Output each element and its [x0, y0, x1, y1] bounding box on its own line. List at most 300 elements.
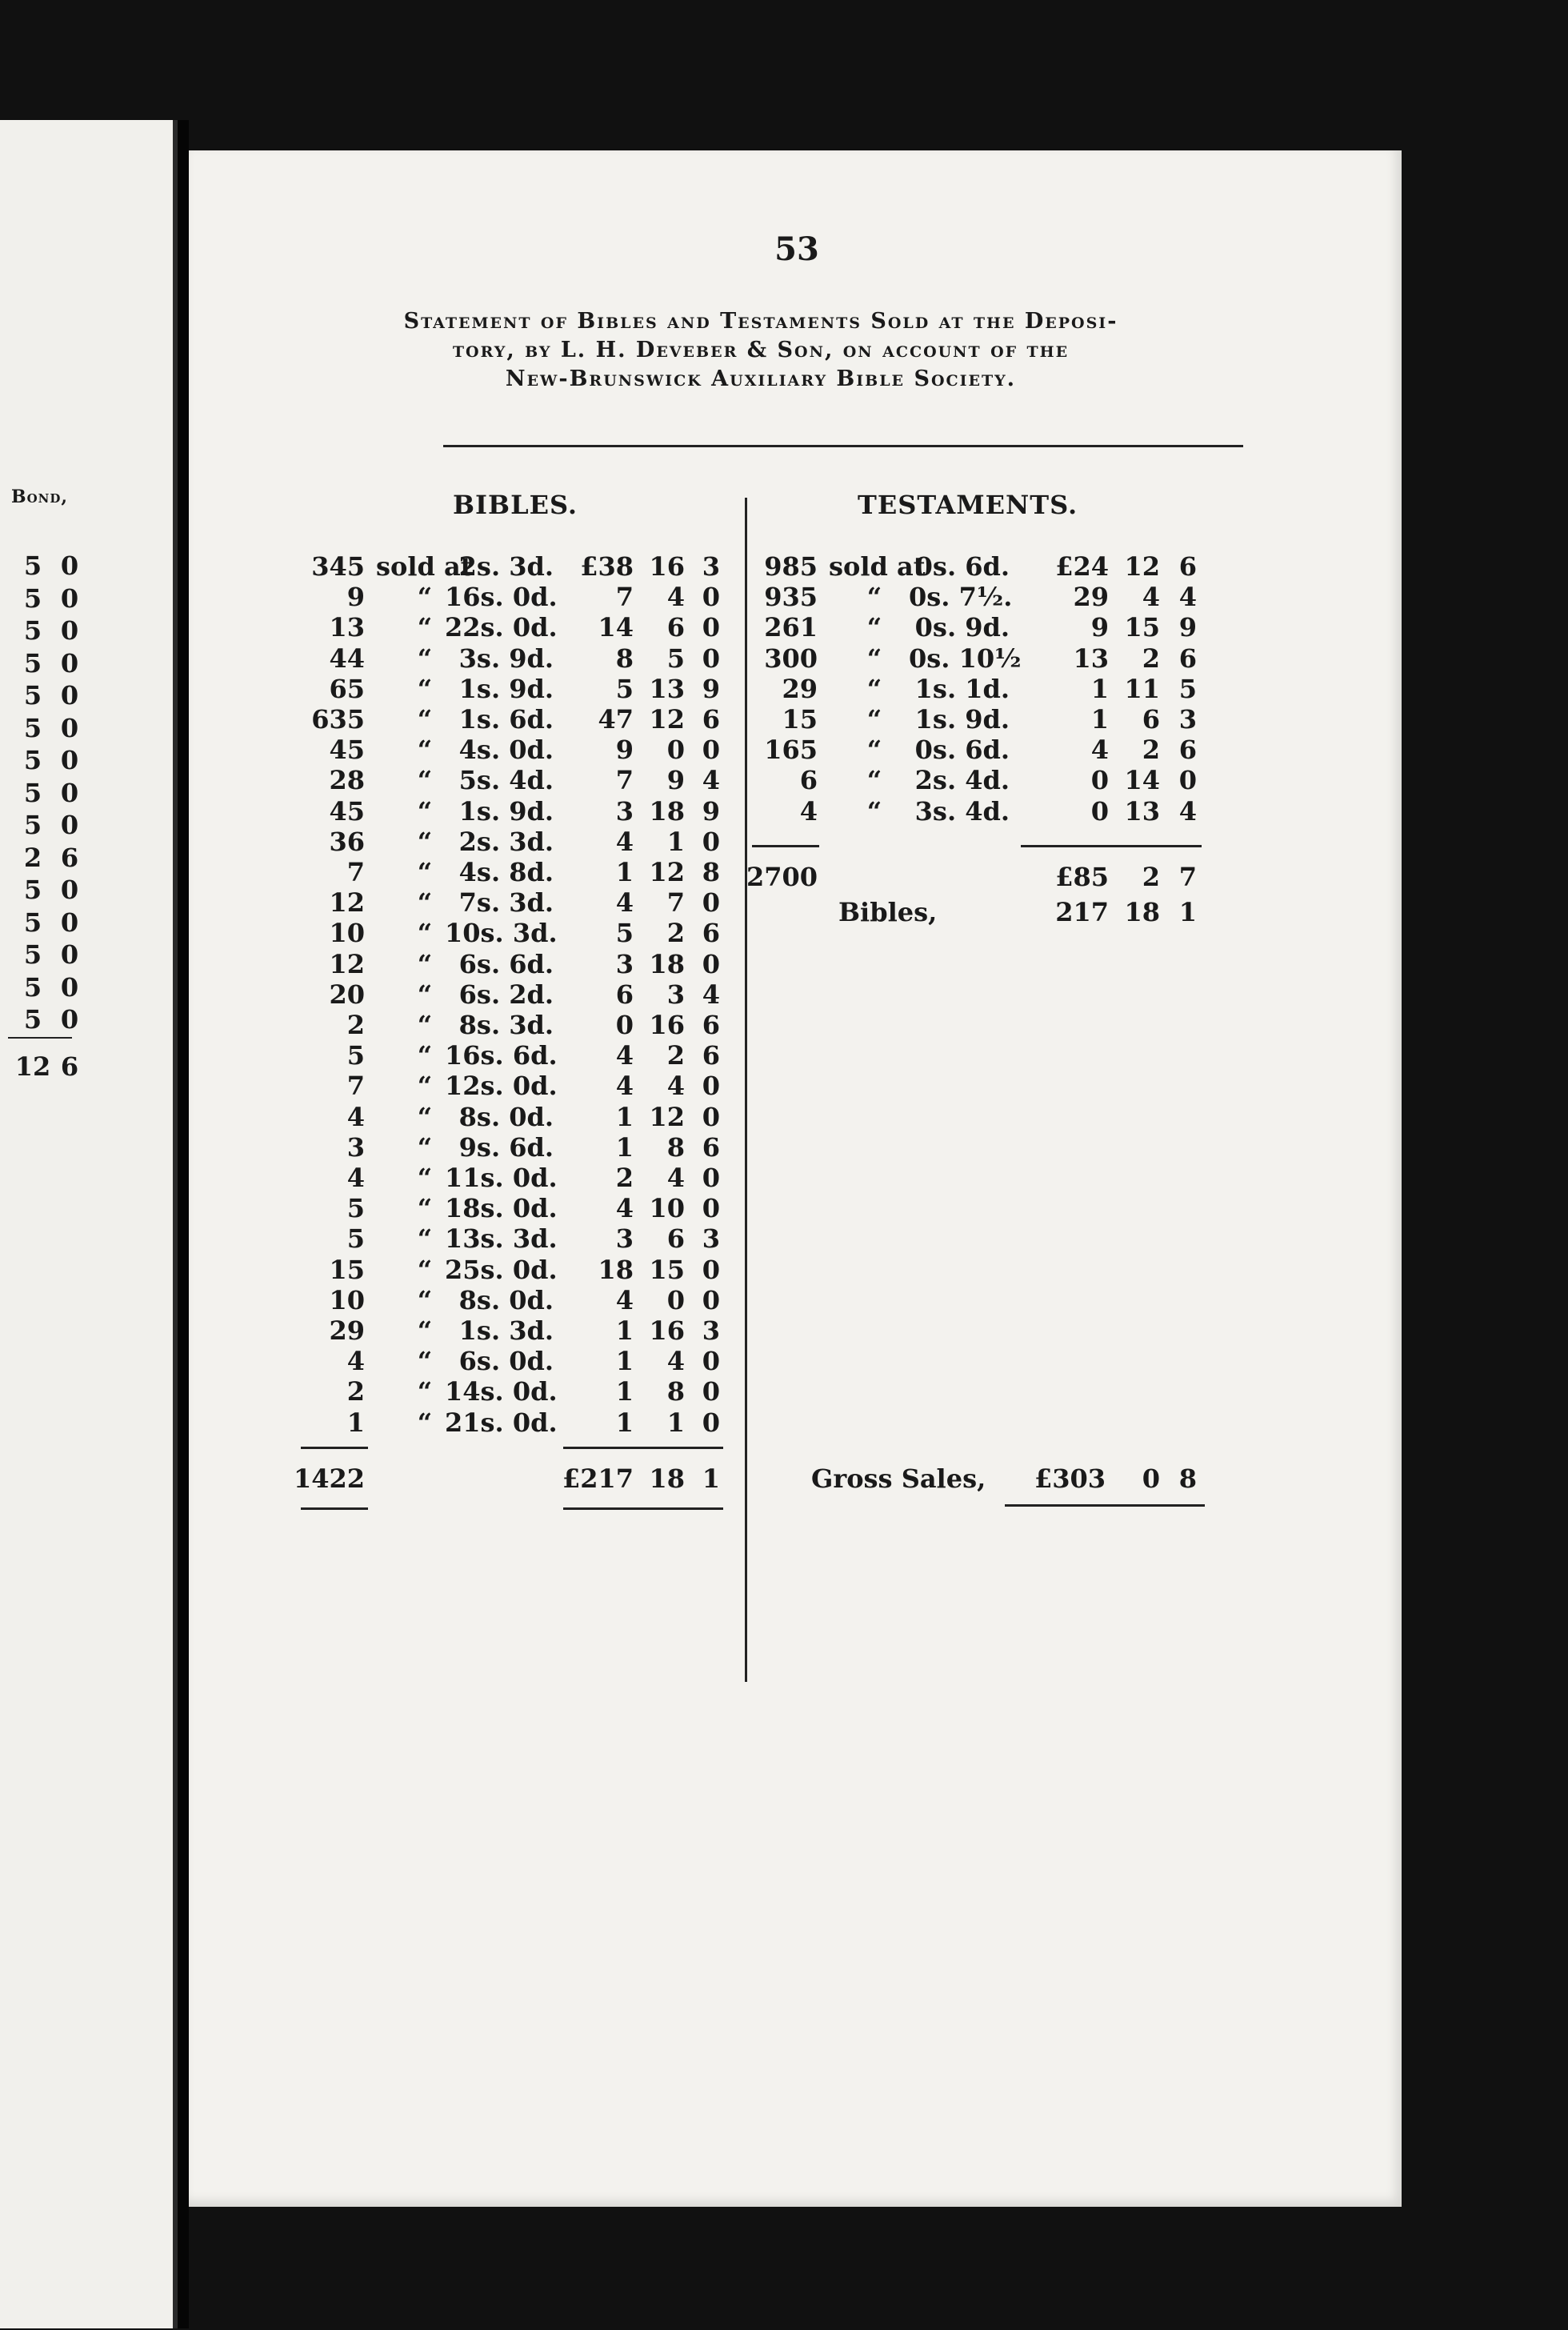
bibles-pence: 0: [702, 887, 720, 919]
bibles-price: 25s. 0d.: [445, 1254, 558, 1285]
testaments-shillings: 2: [1142, 643, 1160, 674]
bibles-qty: 65: [329, 673, 365, 704]
testaments-qty: 300: [764, 643, 818, 674]
bibles-pence: 0: [702, 1193, 720, 1224]
bibles-shillings: 12: [649, 704, 685, 735]
left-value-b: 0: [60, 1004, 79, 1035]
bibles-shillings: 6: [666, 612, 685, 643]
bibles-total-shillings: 18: [649, 1463, 685, 1494]
bibles-pence: 0: [702, 582, 720, 613]
testaments-ditto-mark: “: [866, 673, 882, 704]
bibles-shillings: 18: [649, 948, 685, 979]
bibles-shillings: 9: [666, 765, 685, 796]
testaments-row: [189, 581, 1309, 613]
bibles-pence: 0: [702, 1101, 720, 1132]
bibles-price: 21s. 0d.: [445, 1407, 558, 1438]
bibles-price: 8s. 0d.: [458, 1284, 554, 1315]
testaments-pounds: 1: [1090, 673, 1109, 704]
testaments-bibles-pounds: 217: [1055, 897, 1109, 927]
bibles-price: 13s. 3d.: [445, 1223, 558, 1255]
bibles-qty: 4: [346, 1101, 365, 1132]
bibles-pence: 4: [702, 765, 720, 796]
bibles-price: 5s. 4d.: [458, 765, 554, 796]
bibles-shillings: 0: [666, 1284, 685, 1315]
bibles-ditto-mark: “: [417, 735, 433, 766]
bibles-shillings: 10: [649, 1193, 685, 1224]
bibles-total-qty: 1422: [293, 1463, 365, 1494]
bibles-shillings: 5: [666, 643, 685, 674]
testaments-ditto-mark: “: [866, 765, 882, 796]
bibles-shillings: 15: [649, 1254, 685, 1285]
bibles-row: [189, 948, 749, 980]
testaments-pounds: 9: [1090, 612, 1109, 643]
bibles-row: [189, 1162, 749, 1194]
left-total-row: [14, 1051, 88, 1082]
left-value-a: 2: [23, 842, 42, 873]
left-row: [14, 680, 88, 711]
testaments-qty: 4: [799, 795, 818, 827]
bibles-qty: 3: [346, 1131, 365, 1163]
bibles-ditto-mark: “: [417, 1346, 433, 1377]
left-row: [14, 745, 88, 775]
testaments-qty: 165: [764, 735, 818, 766]
left-row: [14, 972, 88, 1003]
testaments-row: [189, 611, 1309, 643]
testaments-bibles-row: [189, 896, 1309, 928]
bibles-shillings: 4: [666, 1163, 685, 1193]
bibles-amount-double-rule: [563, 1507, 723, 1510]
testaments-qty: 29: [782, 673, 818, 704]
testaments-row: [189, 734, 1309, 766]
bibles-row: [189, 1223, 749, 1255]
testaments-qty: 985: [764, 551, 818, 582]
bibles-pence: 0: [702, 1284, 720, 1315]
bibles-price: 1s. 3d.: [458, 1315, 554, 1346]
testaments-shillings: 11: [1124, 673, 1160, 704]
bibles-total-pounds: £217: [562, 1463, 634, 1494]
bibles-qty: 7: [346, 857, 365, 887]
bibles-shillings: 18: [649, 795, 685, 827]
left-value-b: 0: [60, 907, 79, 938]
title-line-1: Statement of Bibles and Testaments Sold at the Deposi-: [403, 309, 1118, 334]
left-row: [14, 907, 88, 938]
left-row: [14, 778, 88, 808]
left-column-header: Bond,: [11, 486, 69, 507]
bibles-pounds: 0: [615, 1010, 634, 1040]
bibles-shillings: 4: [666, 582, 685, 613]
left-value-b: 0: [60, 810, 79, 840]
gross-sales-row: [189, 1463, 1309, 1495]
left-value-a: 5: [23, 615, 42, 646]
bibles-qty: 4: [346, 1163, 365, 1193]
bibles-qty: 10: [329, 1284, 365, 1315]
testaments-row: [189, 643, 1309, 675]
bibles-pounds: 7: [615, 765, 634, 796]
testaments-ditto-mark: “: [866, 643, 882, 674]
left-value-a: 5: [23, 875, 42, 905]
bibles-ditto-mark: “: [417, 765, 433, 796]
bibles-pence: 4: [702, 979, 720, 1010]
left-value-b: 0: [60, 680, 79, 711]
bibles-pence: 9: [702, 673, 720, 704]
bibles-row: [189, 1009, 749, 1041]
bibles-row: [189, 1315, 749, 1347]
testaments-ditto-mark: “: [866, 795, 882, 827]
testaments-price: 0s. 6d.: [914, 735, 1010, 766]
bibles-pence: 6: [702, 704, 720, 735]
testaments-pounds: 0: [1090, 765, 1109, 796]
gross-sales-pounds: £303: [1034, 1463, 1106, 1494]
bibles-pounds: 4: [615, 1071, 634, 1102]
bibles-ditto-mark: “: [417, 979, 433, 1010]
testaments-row: [189, 703, 1309, 735]
testaments-pence: 3: [1178, 704, 1197, 735]
bibles-qty-rule: [301, 1447, 368, 1449]
testaments-pence: 4: [1178, 795, 1197, 827]
testaments-shillings: 12: [1124, 551, 1160, 582]
bibles-pounds: 14: [598, 612, 634, 643]
bibles-pence: 6: [702, 918, 720, 949]
bibles-shillings: 16: [649, 1315, 685, 1346]
testaments-row: [189, 764, 1309, 796]
bibles-pence: 3: [702, 551, 720, 582]
bibles-pence: 3: [702, 1223, 720, 1255]
testaments-amount-rule: [1021, 845, 1202, 847]
bibles-pounds: 7: [615, 582, 634, 613]
testaments-qty-rule: [752, 845, 819, 847]
testaments-total-row: [189, 861, 1309, 893]
testaments-price: 3s. 4d.: [914, 795, 1010, 827]
bibles-ditto-mark: “: [417, 1254, 433, 1285]
bibles-ditto-mark: “: [417, 1101, 433, 1132]
testaments-total-pounds: £85: [1055, 862, 1109, 892]
testaments-qty: 15: [782, 704, 818, 735]
left-value-b: 0: [60, 971, 79, 1003]
left-total-a: 12: [14, 1051, 51, 1082]
bibles-pence: 6: [702, 1010, 720, 1040]
bibles-ditto-mark: “: [417, 1010, 433, 1040]
left-value-a: 5: [23, 550, 42, 581]
bibles-shillings: 1: [666, 1407, 685, 1438]
bibles-ditto-mark: “: [417, 1223, 433, 1255]
left-value-a: 5: [23, 810, 42, 840]
bibles-row: [189, 1070, 749, 1102]
bibles-qty: 44: [329, 643, 365, 674]
bibles-price: 18s. 0d.: [445, 1193, 558, 1224]
testaments-bibles-label: Bibles,: [838, 897, 938, 927]
testaments-ditto-mark: “: [866, 612, 882, 643]
testaments-row: [189, 550, 1309, 582]
testaments-price: 0s. 9d.: [914, 612, 1010, 643]
bibles-pounds: 1: [615, 1376, 634, 1407]
left-row: [14, 875, 88, 905]
testaments-ditto-mark: “: [866, 704, 882, 735]
testaments-pence: 6: [1178, 735, 1197, 766]
left-value-a: 5: [23, 939, 42, 970]
gross-sales-rule: [1005, 1504, 1205, 1507]
testaments-shillings: 4: [1142, 582, 1160, 613]
bibles-pounds: 9: [615, 735, 634, 766]
bibles-shillings: 8: [666, 1376, 685, 1407]
bibles-price: 3s. 9d.: [458, 643, 554, 674]
bibles-price: 16s. 0d.: [445, 582, 558, 613]
bibles-ditto-mark: “: [417, 1315, 433, 1346]
bibles-ditto-mark: “: [417, 704, 433, 735]
testaments-price: 0s. 7½.: [909, 582, 1013, 613]
bibles-shillings: 12: [649, 1101, 685, 1132]
left-value-b: 0: [60, 712, 79, 743]
bibles-shillings: 2: [666, 1040, 685, 1071]
bibles-pounds: 2: [615, 1163, 634, 1193]
bibles-pence: 0: [702, 643, 720, 674]
left-value-a: 5: [23, 745, 42, 775]
bibles-price: 1s. 6d.: [458, 704, 554, 735]
left-value-a: 5: [23, 582, 42, 614]
left-value-b: 0: [60, 777, 79, 808]
testaments-qty: 935: [764, 582, 818, 613]
left-total-rule: [8, 1037, 72, 1039]
bibles-qty-double-rule: [301, 1507, 368, 1510]
title-line-3: New-Brunswick Auxiliary Bible Society.: [505, 366, 1017, 391]
bibles-shillings: 12: [649, 857, 685, 887]
bibles-qty: 28: [329, 765, 365, 796]
bibles-qty: 45: [329, 735, 365, 766]
bibles-ditto-mark: “: [417, 887, 433, 919]
testaments-pounds: £24: [1055, 551, 1109, 582]
left-value-a: 5: [23, 712, 42, 743]
testaments-price: 1s. 9d.: [914, 704, 1010, 735]
bibles-shillings: 7: [666, 887, 685, 919]
bibles-price: 8s. 3d.: [458, 1010, 554, 1040]
left-value-a: 5: [23, 647, 42, 679]
bibles-qty: 1: [346, 1407, 365, 1438]
bibles-qty: 2: [346, 1010, 365, 1040]
left-value-a: 5: [23, 1004, 42, 1035]
bibles-qty: 12: [329, 887, 365, 919]
bibles-ditto-mark: “: [417, 1131, 433, 1163]
bibles-pence: 0: [702, 735, 720, 766]
left-value-a: 5: [23, 680, 42, 711]
testaments-bibles-shillings: 18: [1124, 897, 1160, 927]
testaments-qty: 261: [764, 612, 818, 643]
bibles-row: [189, 1375, 749, 1407]
bibles-pounds: 8: [615, 643, 634, 674]
left-value-b: 6: [60, 842, 79, 873]
bibles-pence: 6: [702, 1040, 720, 1071]
bibles-ditto-mark: “: [417, 673, 433, 704]
bibles-ditto-mark: “: [417, 948, 433, 979]
bibles-qty: 5: [346, 1193, 365, 1224]
bibles-pounds: 4: [615, 1193, 634, 1224]
left-value-b: 0: [60, 550, 79, 581]
testaments-shillings: 13: [1124, 795, 1160, 827]
left-row: [14, 648, 88, 679]
testaments-pounds: 13: [1073, 643, 1109, 674]
book-gutter: [178, 120, 189, 2328]
bibles-sold-at-label: sold at: [376, 551, 473, 582]
bibles-qty: 5: [346, 1040, 365, 1071]
left-total-b: 6: [60, 1051, 79, 1082]
bibles-pence: 0: [702, 1346, 720, 1377]
bibles-pounds: 1: [615, 1101, 634, 1132]
bibles-qty: 10: [329, 918, 365, 949]
testaments-bibles-pence: 1: [1178, 897, 1197, 927]
left-value-b: 0: [60, 615, 79, 646]
bibles-ditto-mark: “: [417, 612, 433, 643]
bibles-ditto-mark: “: [417, 1284, 433, 1315]
bibles-price: 6s. 2d.: [458, 979, 554, 1010]
testaments-price: 0s. 6d.: [914, 551, 1010, 582]
bibles-pounds: 3: [615, 948, 634, 979]
bibles-row: [189, 1192, 749, 1224]
bibles-row: [189, 1101, 749, 1133]
bibles-ditto-mark: “: [417, 918, 433, 949]
page-number: 53: [774, 230, 819, 268]
bibles-qty: 13: [329, 612, 365, 643]
bibles-pence: 0: [702, 948, 720, 979]
bibles-shillings: 0: [666, 735, 685, 766]
left-value-a: 5: [23, 777, 42, 808]
bibles-shillings: 16: [649, 551, 685, 582]
bibles-price: 6s. 0d.: [458, 1346, 554, 1377]
bibles-pounds: 5: [615, 918, 634, 949]
testaments-ditto-mark: “: [866, 582, 882, 613]
bibles-pounds: 1: [615, 1131, 634, 1163]
testaments-pence: 6: [1178, 551, 1197, 582]
left-value-b: 0: [60, 745, 79, 775]
bibles-pounds: 6: [615, 979, 634, 1010]
bibles-row: [189, 1039, 749, 1071]
testaments-price: 2s. 4d.: [914, 765, 1010, 796]
bibles-pounds: 1: [615, 857, 634, 887]
bibles-pounds: 47: [598, 704, 634, 735]
bibles-qty: 45: [329, 795, 365, 827]
bibles-qty: 4: [346, 1346, 365, 1377]
bibles-ditto-mark: “: [417, 1040, 433, 1071]
bibles-price: 12s. 0d.: [445, 1071, 558, 1102]
gross-sales-pence: 8: [1178, 1463, 1197, 1494]
left-row: [14, 713, 88, 743]
bibles-row: [189, 1407, 749, 1439]
bibles-pence: 0: [702, 1071, 720, 1102]
bibles-ditto-mark: “: [417, 1376, 433, 1407]
bibles-shillings: 3: [666, 979, 685, 1010]
bibles-ditto-mark: “: [417, 1193, 433, 1224]
bibles-pounds: 4: [615, 887, 634, 919]
left-value-b: 0: [60, 647, 79, 679]
bibles-ditto-mark: “: [417, 795, 433, 827]
bibles-price: 7s. 3d.: [458, 887, 554, 919]
bibles-pounds: 5: [615, 673, 634, 704]
bibles-qty: 15: [329, 1254, 365, 1285]
testaments-pounds: 29: [1073, 582, 1109, 613]
bibles-shillings: 13: [649, 673, 685, 704]
bibles-ditto-mark: “: [417, 1163, 433, 1193]
bibles-pounds: 4: [615, 826, 634, 857]
left-value-a: 5: [23, 907, 42, 938]
bibles-price: 4s. 8d.: [458, 857, 554, 887]
bibles-qty: 36: [329, 826, 365, 857]
testaments-price: 0s. 10½: [909, 643, 1022, 674]
bibles-pounds: 4: [615, 1040, 634, 1071]
bibles-price: 16s. 6d.: [445, 1040, 558, 1071]
bibles-price: 1s. 9d.: [458, 673, 554, 704]
bibles-shillings: 4: [666, 1071, 685, 1102]
bibles-shillings: 6: [666, 1223, 685, 1255]
bibles-price: 2s. 3d.: [458, 551, 554, 582]
bibles-qty: 5: [346, 1223, 365, 1255]
bibles-total-pence: 1: [702, 1463, 720, 1494]
bibles-price: 9s. 6d.: [458, 1131, 554, 1163]
testaments-sold-at-label: sold at: [829, 551, 926, 582]
bibles-row: [189, 1131, 749, 1163]
bibles-price: 8s. 0d.: [458, 1101, 554, 1132]
bibles-ditto-mark: “: [417, 582, 433, 613]
left-row: [14, 550, 88, 581]
title-line-2: tory, by L. H. Deveber & Son, on account of the: [452, 338, 1070, 362]
bibles-row: [189, 1284, 749, 1316]
bibles-shillings: 16: [649, 1010, 685, 1040]
bibles-row: [189, 1345, 749, 1377]
bibles-pounds: 4: [615, 1284, 634, 1315]
testaments-pence: 0: [1178, 765, 1197, 796]
bibles-ditto-mark: “: [417, 1407, 433, 1438]
bibles-price: 4s. 0d.: [458, 735, 554, 766]
left-row: [14, 1004, 88, 1035]
left-value-b: 0: [60, 582, 79, 614]
bibles-qty: 7: [346, 1071, 365, 1102]
bibles-pence: 9: [702, 795, 720, 827]
bibles-pence: 8: [702, 857, 720, 887]
bibles-pence: 0: [702, 1163, 720, 1193]
bibles-pence: 3: [702, 1315, 720, 1346]
testaments-pounds: 1: [1090, 704, 1109, 735]
bibles-pounds: 1: [615, 1315, 634, 1346]
bibles-pence: 0: [702, 826, 720, 857]
bibles-ditto-mark: “: [417, 826, 433, 857]
bibles-pounds: 1: [615, 1407, 634, 1438]
bibles-shillings: 2: [666, 918, 685, 949]
bibles-pounds: 3: [615, 1223, 634, 1255]
bibles-ditto-mark: “: [417, 643, 433, 674]
bibles-pence: 0: [702, 612, 720, 643]
gross-sales-shillings: 0: [1142, 1463, 1160, 1494]
bibles-pence: 0: [702, 1254, 720, 1285]
bibles-ditto-mark: “: [417, 1071, 433, 1102]
bibles-shillings: 8: [666, 1131, 685, 1163]
testaments-ditto-mark: “: [866, 735, 882, 766]
bibles-qty: 29: [329, 1315, 365, 1346]
left-row: [14, 615, 88, 646]
bibles-pence: 0: [702, 1407, 720, 1438]
bibles-qty: 2: [346, 1376, 365, 1407]
bibles-qty: 635: [311, 704, 365, 735]
bibles-qty: 345: [311, 551, 365, 582]
bibles-qty: 9: [346, 582, 365, 613]
document-page: [189, 150, 1402, 2207]
bibles-price: 11s. 0d.: [445, 1163, 558, 1193]
bibles-price: 1s. 9d.: [458, 795, 554, 827]
bibles-ditto-mark: “: [417, 857, 433, 887]
bibles-row: [189, 826, 749, 858]
bibles-pounds: 18: [598, 1254, 634, 1285]
testaments-pounds: 4: [1090, 735, 1109, 766]
testaments-pounds: 0: [1090, 795, 1109, 827]
title-rule: [443, 445, 1243, 447]
bibles-price: 14s. 0d.: [445, 1376, 558, 1407]
testaments-total-pence: 7: [1178, 862, 1197, 892]
left-row: [14, 939, 88, 970]
